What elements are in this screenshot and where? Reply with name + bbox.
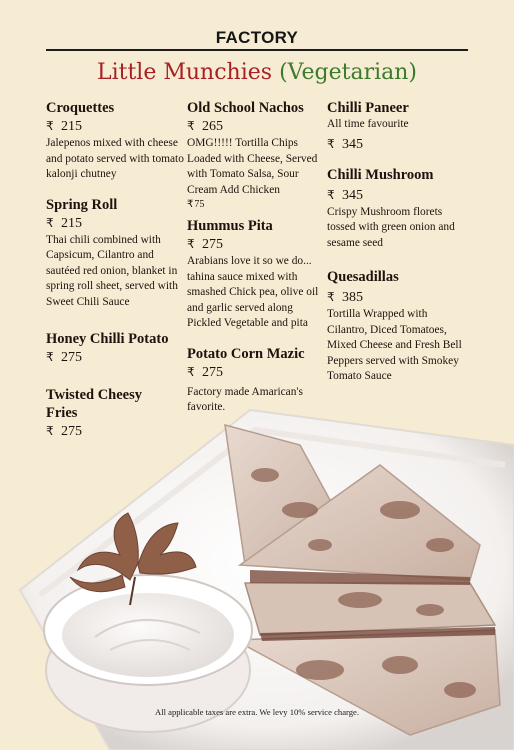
menu-item-old-school-nachos	[187, 99, 322, 211]
item-price-value: 275	[61, 424, 82, 439]
item-description: Crispy Mushroom florets tossed with green onion and sesame seed	[327, 205, 455, 249]
item-description: Thai chili combined with Capsicum, Cilantro and sautéed red onion, blanket in spring roll sheet, served with Sweet Chili Sauce	[46, 233, 178, 308]
item-price	[187, 117, 322, 136]
item-name: Quesadillas	[327, 269, 399, 285]
quesadilla-photo	[0, 405, 514, 750]
addon-price-value: 75	[194, 199, 205, 210]
item-price-value: 345	[342, 136, 363, 152]
item-price	[46, 214, 184, 233]
item-name: Potato Corn Mazic	[187, 345, 305, 362]
item-price-value: 275	[61, 350, 82, 365]
menu-item-spring-roll	[46, 196, 184, 311]
item-price	[327, 186, 467, 205]
menu-column-2	[187, 99, 322, 416]
item-name: Chilli Paneer	[327, 100, 409, 116]
item-description: Arabians love it so we do... tahina sauce mixed with smashed Chick pea, olive oil and garlic served along Pickled Vegetable and pita	[187, 255, 319, 329]
section-title-qualifier: (Vegetarian)	[279, 60, 418, 85]
rupee-icon: ₹	[46, 424, 54, 438]
item-price-value: 345	[342, 187, 363, 203]
rupee-icon: ₹	[46, 215, 54, 230]
item-name: Twisted Cheesy Fries	[46, 387, 142, 421]
rupee-icon: ₹	[327, 290, 335, 304]
item-name: Croquettes	[46, 100, 115, 116]
rupee-icon: ₹	[46, 350, 54, 364]
rupee-icon: ₹	[327, 187, 335, 202]
item-name: Spring Roll	[46, 196, 118, 213]
item-price	[187, 363, 322, 382]
item-name: Chilli Mushroom	[327, 166, 434, 183]
addon-price	[187, 198, 322, 211]
item-price-value: 265	[202, 119, 223, 134]
menu-item-chilli-paneer	[327, 99, 467, 154]
section-title-main: Little Munchies	[96, 60, 273, 85]
item-price-value: 385	[342, 290, 363, 305]
item-description: Tortilla Wrapped with Cilantro, Diced Tomatoes, Mixed Cheese and Fresh Bell Peppers served with Smokey Tomato Sauce	[327, 308, 462, 382]
section-title	[0, 60, 514, 85]
rupee-icon: ₹	[327, 136, 335, 151]
item-price	[46, 348, 184, 367]
item-price-value: 275	[202, 364, 223, 380]
menu-column-1	[46, 99, 184, 441]
item-name: Hummus Pita	[187, 218, 273, 234]
item-price	[327, 135, 467, 154]
item-price-value: 215	[61, 119, 82, 134]
brand-name: FACTORY	[215, 28, 299, 47]
item-price	[187, 235, 322, 254]
item-description: Factory made Amarican's favorite.	[187, 385, 303, 413]
menu-item-chilli-mushroom	[327, 166, 467, 252]
header-rule	[46, 49, 468, 51]
item-description: OMG!!!!! Tortilla Chips Loaded with Cheese, Served with Tomato Salsa, Sour Cream Add Chicken	[187, 137, 318, 196]
item-name: Honey Chilli Potato	[46, 331, 169, 347]
item-price	[327, 288, 467, 307]
item-price-value: 275	[202, 237, 223, 252]
rupee-icon: ₹	[187, 199, 194, 210]
rupee-icon: ₹	[187, 364, 195, 379]
menu-column-3	[327, 99, 467, 385]
item-price	[46, 117, 184, 136]
item-name: Old School Nachos	[187, 100, 304, 116]
rupee-icon: ₹	[187, 119, 195, 133]
item-tagline: All time favourite	[327, 118, 409, 130]
rupee-icon: ₹	[187, 237, 195, 251]
item-description: Jalepenos mixed with cheese and potato served with tomato kalonji chutney	[46, 137, 184, 180]
menu-item-hummus-pita	[187, 217, 322, 332]
menu-item-honey-chilli-potato	[46, 330, 184, 367]
menu-item-croquettes	[46, 99, 184, 183]
rupee-icon: ₹	[46, 119, 54, 133]
footer-note: All applicable taxes are extra. We levy 10% service charge.	[155, 707, 359, 717]
menu-item-quesadillas	[327, 268, 467, 385]
item-price-value: 215	[61, 215, 82, 231]
